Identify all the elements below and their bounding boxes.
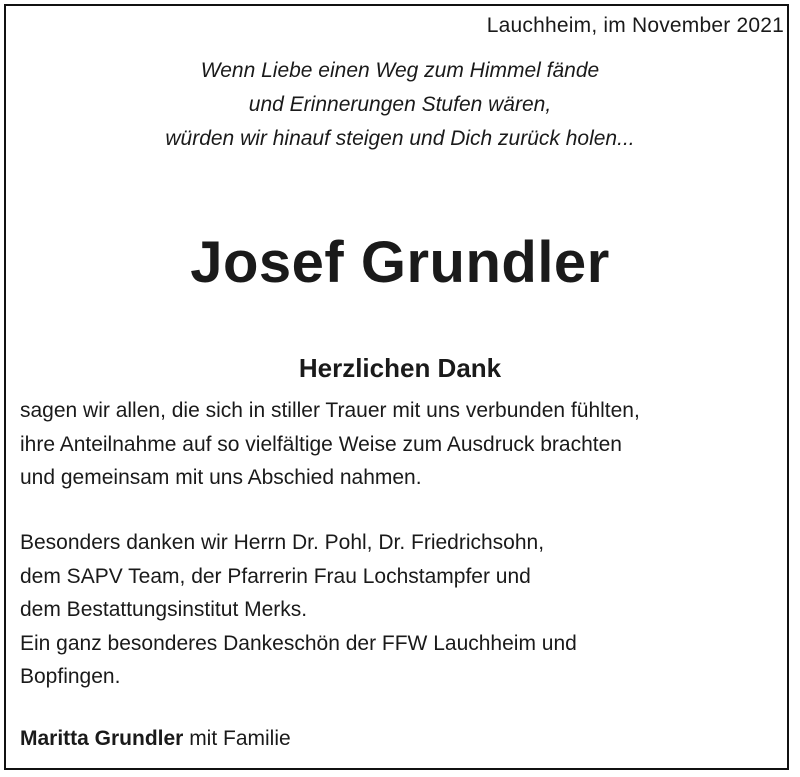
thanks-heading: Herzlichen Dank <box>298 353 502 383</box>
poem-line: und Erinnerungen Stufen wären, <box>248 93 552 116</box>
paragraph-line: Ein ganz besonderes Dankeschön der FFW Lauchheim und <box>20 631 577 655</box>
paragraph-line: Bopfingen. <box>20 665 121 688</box>
paragraph-line: sagen wir allen, die sich in stiller Trauer mit uns verbunden fühlten, <box>20 399 640 422</box>
thanks-paragraph <box>20 394 640 495</box>
deceased-name: Josef Grundler <box>190 230 610 295</box>
paragraph-line: und gemeinsam mit uns Abschied nahmen. <box>20 466 422 489</box>
signature-suffix: mit Familie <box>183 727 291 750</box>
paragraph-line: Besonders danken wir Herrn Dr. Pohl, Dr. Friedrichsohn, <box>20 531 545 554</box>
poem-line: Wenn Liebe einen Weg zum Himmel fände <box>200 59 600 82</box>
poem <box>0 54 800 156</box>
place-date: Lauchheim, im November 2021 <box>486 14 784 37</box>
paragraph-line: ihre Anteilnahme auf so vielfältige Weise zum Ausdruck brachten <box>20 432 622 456</box>
poem-line: würden wir hinauf steigen und Dich zurück holen... <box>165 127 635 150</box>
paragraph-line: dem SAPV Team, der Pfarrerin Frau Lochstampfer und <box>20 564 531 588</box>
signature <box>20 724 291 754</box>
special-thanks-paragraph <box>20 526 577 694</box>
paragraph-line: dem Bestattungsinstitut Merks. <box>20 598 308 621</box>
signature-name: Maritta Grundler <box>20 727 184 750</box>
